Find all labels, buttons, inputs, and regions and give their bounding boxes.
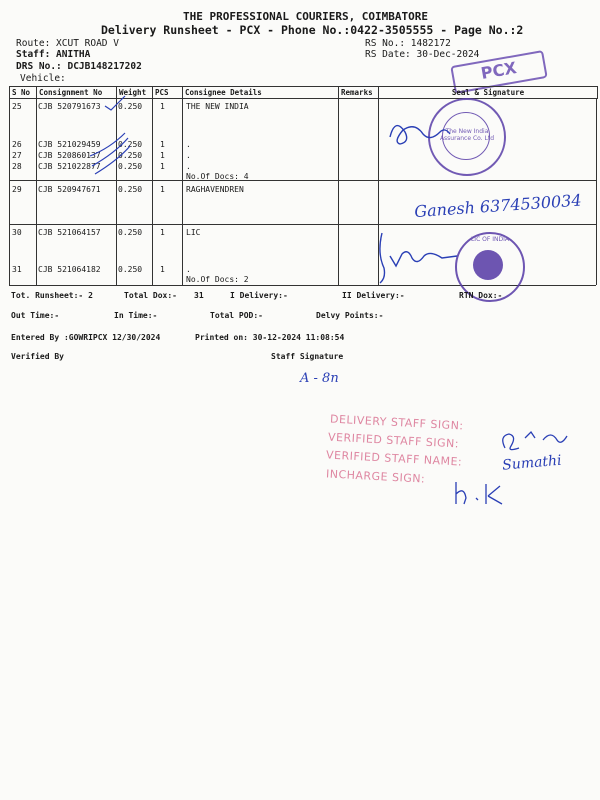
- out-time: Out Time:-: [11, 311, 60, 320]
- assurance-stamp: [428, 98, 506, 176]
- row-sno: 26: [12, 140, 22, 149]
- col-consignee: Consignee Details: [183, 87, 339, 99]
- entered-by: Entered By :GOWRIPCX 12/30/2024: [11, 333, 161, 342]
- row-consignment: CJB 520947671: [38, 185, 101, 194]
- col-weight: Weight: [117, 87, 153, 99]
- row-weight: 0.250: [118, 228, 143, 237]
- docs-count: No.Of Docs: 4: [186, 172, 249, 181]
- verified-by: Verified By: [11, 352, 64, 361]
- col-divider: [152, 98, 153, 285]
- handwritten-sumathi: [500, 446, 590, 474]
- row-consignee: .: [186, 151, 191, 160]
- row-consignment: CJB 521064182: [38, 265, 101, 274]
- row-pcs: 1: [160, 102, 165, 111]
- total-dox-label: Total Dox:-: [124, 291, 177, 300]
- row-sno: 30: [12, 228, 22, 237]
- row-sno: 31: [12, 265, 22, 274]
- col-divider: [378, 98, 379, 285]
- svg-text:A - 8n: A - 8n: [300, 371, 339, 386]
- svg-text:Ganesh 6374530034: Ganesh 6374530034: [413, 190, 583, 221]
- pink-stamp-verified-name: VERIFIED STAFF NAME:: [325, 448, 463, 469]
- row-consignee: .: [186, 265, 191, 274]
- row-pcs: 1: [160, 185, 165, 194]
- col-sno: S No: [10, 87, 37, 99]
- row-sno: 28: [12, 162, 22, 171]
- company-name: THE PROFESSIONAL COURIERS, COIMBATORE: [183, 10, 429, 23]
- printed-on: Printed on: 30-12-2024 11:08:54: [195, 333, 345, 342]
- row-sno: 29: [12, 185, 22, 194]
- col-divider: [116, 98, 117, 285]
- col-seal-signature: Seal & Signature: [379, 87, 598, 99]
- in-time: In Time:-: [114, 311, 158, 320]
- row-sno: 27: [12, 151, 22, 160]
- pink-stamp-verified-sign: VERIFIED STAFF SIGN:: [327, 430, 460, 451]
- pink-stamp-incharge-sign: INCHARGE SIGN:: [325, 467, 426, 486]
- row-pcs: 1: [160, 140, 165, 149]
- row-consignment: CJB 521022877: [38, 162, 101, 171]
- vehicle-label: Vehicle:: [20, 73, 66, 84]
- runsheet-table: [9, 86, 598, 99]
- row-consignment: CJB 520791673: [38, 102, 101, 111]
- staff-signature-ink: [296, 364, 366, 388]
- staff-label: Staff: ANITHA: [16, 49, 91, 60]
- row-sno: 25: [12, 102, 22, 111]
- route-label: Route: XCUT ROAD V: [16, 38, 119, 49]
- pink-stamp-delivery-sign: DELIVERY STAFF SIGN:: [329, 412, 464, 433]
- col-divider: [338, 98, 339, 285]
- verified-sign-ink: [495, 418, 575, 458]
- ii-delivery: II Delivery:-: [342, 291, 405, 300]
- row-consignee: .: [186, 162, 191, 171]
- total-dox-value: 31: [194, 291, 204, 300]
- col-divider: [182, 98, 183, 285]
- col-remarks: Remarks: [339, 87, 379, 99]
- col-pcs: PCS: [153, 87, 183, 99]
- handwritten-ganesh-phone: [412, 185, 598, 221]
- lic-stamp-text: LIC OF INDIA: [470, 236, 510, 243]
- row-pcs: 1: [160, 162, 165, 171]
- row-consignee: .: [186, 140, 191, 149]
- svg-text:Sumathi: Sumathi: [501, 452, 563, 474]
- row-weight: 0.250: [118, 102, 143, 111]
- tot-runsheet: Tot. Runsheet:- 2: [11, 291, 93, 300]
- col-divider: [36, 98, 37, 285]
- pcx-stamp: PCX: [450, 50, 547, 94]
- row-consignee: THE NEW INDIA: [186, 102, 249, 111]
- row-divider: [9, 224, 596, 225]
- row-consignee: RAGHAVENDREN: [186, 185, 244, 194]
- row-consignee: LIC: [186, 228, 201, 237]
- drs-number: DRS No.: DCJB148217202: [16, 61, 142, 72]
- docs-count: No.Of Docs: 2: [186, 275, 249, 284]
- row-consignment: CJB 521064157: [38, 228, 101, 237]
- table-border-right: [596, 98, 597, 285]
- row-pcs: 1: [160, 151, 165, 160]
- incharge-sign-ink: [448, 478, 518, 508]
- delvy-points: Delvy Points:-: [316, 311, 384, 320]
- signature-2: [372, 228, 462, 288]
- i-delivery: I Delivery:-: [230, 291, 288, 300]
- row-consignment: CJB 520860137: [38, 151, 101, 160]
- row-pcs: 1: [160, 228, 165, 237]
- total-pod: Total POD:-: [210, 311, 263, 320]
- row-weight: 0.250: [118, 140, 143, 149]
- rtn-dox: RTN Dox:-: [459, 291, 503, 300]
- runsheet-title: Delivery Runsheet - PCX - Phone No.:0422-3505555 - Page No.:2: [101, 23, 524, 37]
- table-header-row: [10, 87, 598, 99]
- row-weight: 0.250: [118, 185, 143, 194]
- rs-number: RS No.: 1482172: [365, 38, 451, 49]
- row-pcs: 1: [160, 265, 165, 274]
- row-weight: 0.250: [118, 151, 143, 160]
- col-consignment: Consignment No: [37, 87, 117, 99]
- assurance-stamp-text: The New India Assurance Co. Ltd: [439, 128, 495, 142]
- row-consignment: CJB 521029459: [38, 140, 101, 149]
- table-border-left: [9, 98, 10, 285]
- staff-signature-label: Staff Signature: [271, 352, 344, 361]
- row-weight: 0.250: [118, 265, 143, 274]
- rs-date: RS Date: 30-Dec-2024: [365, 49, 480, 60]
- row-weight: 0.250: [118, 162, 143, 171]
- row-divider: [9, 180, 596, 181]
